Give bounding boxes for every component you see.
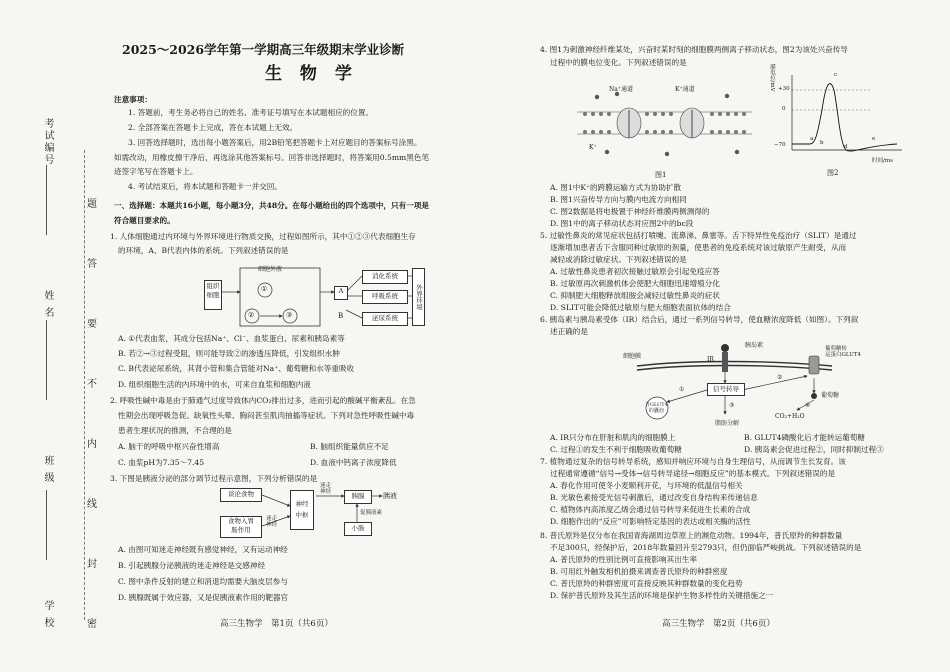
q1-stem: 1. 人体细胞通过内环境与外界环境进行物质交换，过程如图所示，其中①②③代表细胞生存 [110,232,416,241]
q1-node-2: ② [248,311,255,319]
q1-respiratory-box: 呼吸系统 [362,290,408,304]
q3-vagus-label: 迷走 神经 [320,483,332,495]
section-heading-2: 符合题目要求的。 [114,216,175,225]
q3-stem: 3. 下图是胰液分泌的部分调节过程示意图，下列分析错误的是 [110,474,318,483]
q5-option: D. SLIT可能会降低过敏原与肥大细胞表面抗体的结合 [550,303,731,312]
exam-title: 2025～2026学年第一学期高三年级期末学业诊断 [122,42,405,57]
q4-ylabel: 膜电位/mV [769,64,775,92]
q1-node-3: ③ [286,311,293,319]
q8-stem: 不足300只，经保护后，2018年数量回升至2793只，但仍面临严峻挑战。下列叙述错误的是 [550,543,862,552]
q2-option: B. 脑组织能量供应不足 [310,442,389,451]
q5-stem: 逐渐增加患者舌下含服同种过敏原的剂量，使患者的免疫系统对该过敏原产生耐受，从而 [550,243,847,252]
q4-point-b: b [820,140,824,146]
q8-option: C. 普氏原羚的种群密度可直接反映其种群数量的变化趋势 [550,579,743,588]
q6-process-3: ③ [729,402,735,409]
q4-stem: 过程中的膜电位变化。下列叙述错误的是 [550,58,687,67]
q1-digestive-box: 消化系统 [362,270,408,284]
q3-food-talk-box: 谈论食物 [220,488,262,502]
q3-nerve-center-box: 神经 中枢 [290,490,314,530]
q6-vesicle-label: 含GLUT4 的囊泡 [645,402,668,414]
q4-tick-30: +30 [778,86,790,92]
q4-figure-2 [769,64,907,180]
seal-line [84,150,85,620]
q6-option: C. 过程①的发生不利于细胞吸收葡萄糖 [550,445,682,454]
q3-option: A. 由图可知迷走神经既有感觉神经，又有运动神经 [118,545,288,554]
q7-stem: 过程通常遵循“信号→受体→信号转导途径→细胞反应”的基本模式。下列叙述错误的是 [550,469,836,478]
q6-option: D. 胰岛素会促进过程②，同时抑制过程③ [744,445,884,454]
section-heading: 一、选择题：本题共16小题，每小题3分，共48分。在每小题给出的四个选项中，只有一项是 [114,201,429,210]
q1-environment-box: 外界环境 [412,268,425,326]
q6-insulin-label: 胰岛素 [745,342,764,349]
q7-option: D. 细胞作出的“反应”可影响特定基因的表达或相关酶的活性 [550,517,751,526]
q4-fig1-caption: 图1 [655,171,667,179]
notice-item: 如需改动，用橡皮擦干净后，再选涂其他答案标号。回答非选择题时，将答案用0.5mm黑色笔 [114,153,430,162]
q1-option: A. ①代表血浆，其成分包括Na⁺、Cl⁻、血浆蛋白、尿素和胰岛素等 [118,334,345,343]
q4-potential-svg [772,70,907,170]
q6-option: A. IR只分布在肝脏和肌肉的细胞膜上 [550,433,676,442]
q7-stem: 7. 植物通过复杂的信号转导系统，感知并响应环境与自身生理信号，从而调节生长发育。该 [540,457,846,466]
q4-fig2-caption: 图2 [827,169,839,177]
q4-option: C. 图2数据是将电极置于神经纤维膜两侧测得的 [550,207,710,216]
q1-cell-box: 组织细胞 [204,280,222,310]
q3-intestine-box: 小肠 [344,522,372,536]
notice-item: 1. 答题前，考生务必将自己的姓名、准考证号填写在本试题相应的位置。 [128,108,374,117]
q6-stem: 述正确的是 [550,327,588,336]
q5-stem: 减轻或消除过敏症状。下列叙述错误的是 [550,255,687,264]
q1-B-label: B [338,312,344,320]
notice-heading: 注意事项： [114,95,152,104]
q4-k-ion-label: K⁺ [589,144,597,151]
q6-process-4: ④ [805,402,811,409]
q4-option: A. 图1中K⁺的跨膜运输方式为协助扩散 [550,183,682,192]
q4-point-e: e [872,136,876,142]
q2-stem: 患者生理状况的推测，不合理的是 [118,426,232,435]
q7-option: A. 春化作用可使冬小麦顺利开花，与环境的低温信号相关 [550,481,743,490]
q6-process-1: ① [679,386,685,393]
q8-option: A. 普氏原羚的性别比例可直接影响其出生率 [550,555,697,564]
q2-option: D. 血液中钙离子浓度降低 [310,458,397,467]
q7-option: B. 光敏色素接受光信号刺激后，通过改变自身结构来传递信息 [550,493,758,502]
q4-na-channel-label: Na⁺通道 [609,86,633,93]
q2-option: A. 脑干的呼吸中枢兴奋性增高 [118,442,220,451]
q6-co2-label: CO₂+H₂O [775,413,805,420]
q6-glucose-label: 葡萄糖 [821,392,840,399]
q5-option: A. 过敏性鼻炎患者初次接触过敏原会引起免疫应答 [550,267,720,276]
q6-fat-label: 脂肪分解 [715,420,740,427]
q8-option: B. 可用红外触发相机拍摄来调查普氏原羚的种群密度 [550,567,728,576]
q1-node-1: ① [261,285,268,293]
q3-pancreatic-juice-label: 胰液 [383,492,397,500]
q4-point-a: a [810,136,814,142]
q3-food-stomach-box: 食物入胃 肠作用 [220,516,262,538]
q6-signal-box: 信号转导 [707,383,745,396]
school-label: 学 校 [42,600,53,630]
q5-option: B. 过敏原再次刺激机体会使肥大细胞迅速增殖分化 [550,279,720,288]
notice-item: 迹签字笔写在答题卡上。 [114,167,198,176]
q5-stem: 5. 过敏性鼻炎的常见症状包括打喷嚏、流鼻涕、鼻塞等。舌下特异性免疫治疗（SLIT）是通过 [540,231,857,240]
name-label: 姓 名 [42,290,53,320]
q4-tick-m70: −70 [774,142,786,148]
q4-xlabel: 时间/ms [872,158,893,164]
q2-option: C. 血浆pH为7.35～7.45 [118,458,205,467]
q6-process-2: ② [777,374,783,381]
q4-stem: 4. 图1为刺激神经纤维某处，兴奋时某时刻的细胞膜两侧离子移动状态，图2为该处兴奋传导 [540,45,848,54]
q1-figure [206,262,425,332]
q1-option: D. 组织细胞生活的内环境中的水，可来自血浆和细胞内液 [118,380,311,389]
q8-stem: 8. 普氏原羚是仅分布在我国青海湖周边草原上的濒危动物。1994年，普氏原羚的种群数量 [540,531,843,540]
q4-tick-0: 0 [782,106,786,112]
class-label: 班 级 [42,455,53,485]
footer-page-1: 高三生物学 第1页（共6页） [220,619,333,629]
q4-point-c: c [834,72,838,78]
seal-text: 题 答 要 不 内 线 封 密 [87,199,97,630]
q1-stem: 的环境，A、B代表内体的系统。下列叙述错误的是 [118,246,289,255]
q6-option: B. GLUT4磷酸化后才能转运葡萄糖 [744,433,865,442]
q3-pancreas-box: 胰腺 [344,490,372,504]
q3-vagus-label-2: 迷走 神经 [266,516,278,528]
q4-k-channel-label: K⁺通道 [675,86,695,93]
q1-option: B. 若②→③过程受阻，则可能导致②的渗透压降低，引发组织水肿 [118,349,340,358]
q6-ir-label: IR [707,356,714,363]
footer-page-2: 高三生物学 第2页（共6页） [662,619,775,629]
q7-option: C. 植物体内高浓度乙烯会通过信号转导来促进生长素的合成 [550,505,751,514]
subject-title: 生 物 学 [265,64,358,84]
q3-option: D. 胰腺既属于效应器，又是促胰液素作用的靶器官 [118,593,289,602]
q1-extracellular-label: 细胞外液 [258,266,283,273]
q4-figure-1 [577,82,752,177]
q6-glut4-label: 葡萄糖转 运蛋白GLUT4 [825,346,862,358]
q1-option: C. B代表泌尿系统，其肾小管和集合管能对Na⁺、葡萄糖和水等重吸收 [118,364,355,373]
name-line [46,320,47,400]
q6-stem: 6. 胰岛素与胰岛素受体（IR）结合后，通过一系列信号转导，使血糖浓度降低（如图）。下列叙 [540,315,859,324]
q8-option: D. 保护普氏原羚及其生活的环境是保护生物多样性的关键措施之一 [550,591,774,600]
notice-item: 4. 考试结束后，将本试题和答题卡一并交回。 [128,182,282,191]
exam-no-line [46,165,47,235]
q6-figure [623,338,862,430]
q6-membrane-label: 细胞膜 [623,353,642,360]
q5-option: C. 抑制肥大细胞释放组胺会减轻过敏性鼻炎的症状 [550,291,720,300]
q2-stem: 性期会出现呼吸急促、缺氧性头晕、胸闷甚至肌肉抽搐等症状。下列对急性呼吸性碱中毒 [118,411,415,420]
q2-stem: 2. 呼吸性碱中毒是由于肺通气过度导致体内CO₂排出过多，进而引起的酸碱平衡紊乱。在急 [110,396,416,405]
q4-option: D. 图1中的离子移动状态对应图2中的bc段 [550,219,694,228]
q4-point-d: d [844,144,848,150]
notice-item: 2. 全部答案在答题卡上完成，答在本试题上无效。 [128,123,298,132]
q3-option: C. 图中条件反射的建立和消退均需要大脑皮层参与 [118,577,288,586]
exam-no-label: 考试编号 [42,118,53,166]
notice-item: 3. 回答选择题时，选出每小题答案后，用2B铅笔把答题卡上对应题目的答案标号涂黑。 [128,138,422,147]
q3-figure [220,483,420,538]
q4-membrane-svg [577,82,752,167]
q3-option: B. 引起胰腺分泌胰液的迷走神经是交感神经 [118,561,266,570]
q4-option: B. 图1兴奋传导方向与膜内电流方向相同 [550,195,687,204]
q1-A-box: A [334,286,348,300]
q3-secretin-label: 促胰液素 [360,510,383,516]
binding-strip [0,0,97,672]
class-line [46,490,47,560]
q1-urinary-box: 泌尿系统 [362,312,408,326]
